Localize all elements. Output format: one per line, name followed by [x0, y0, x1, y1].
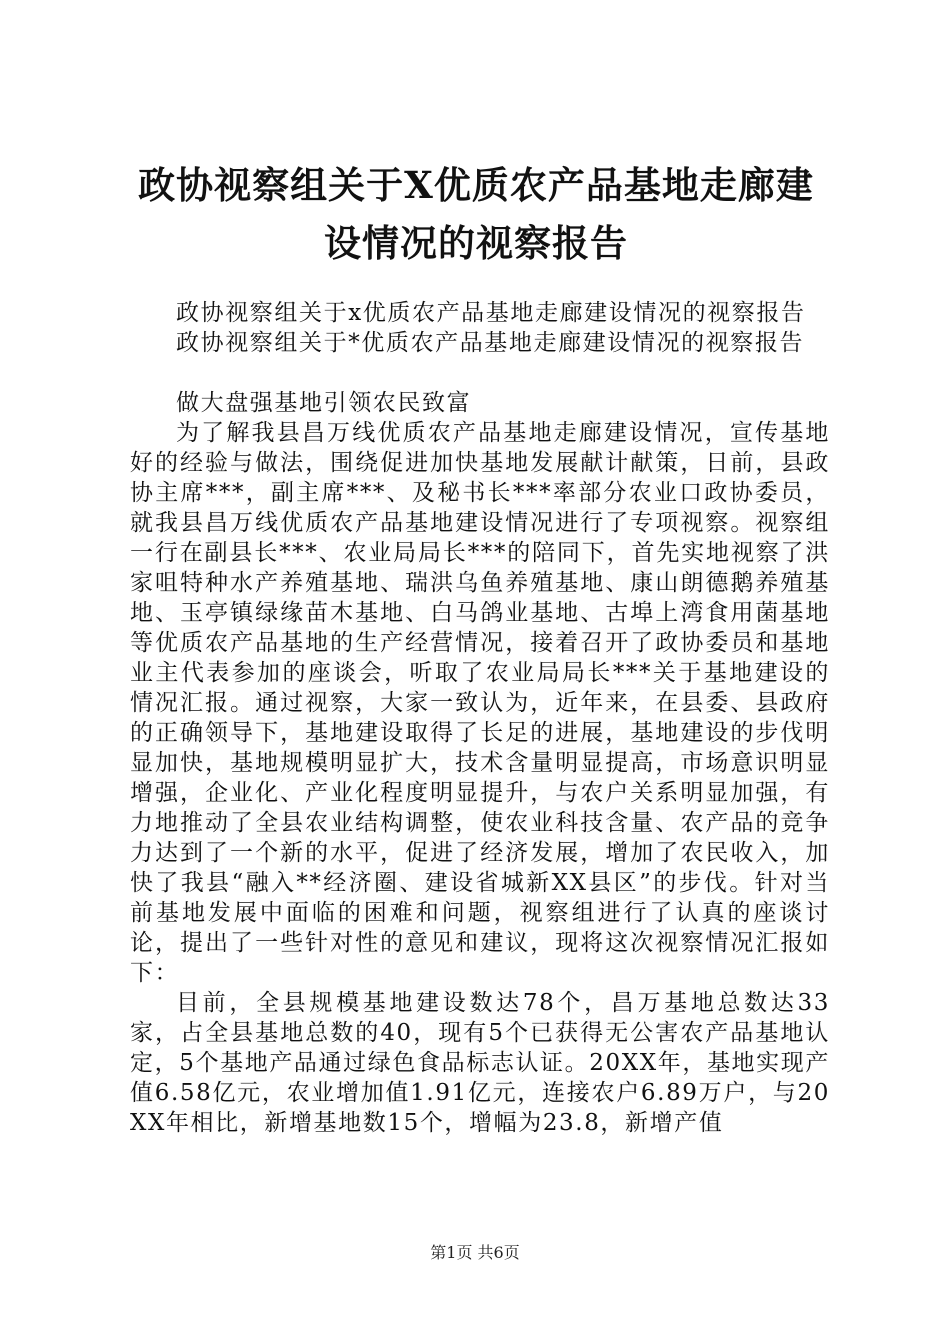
body-paragraph-repeat-title-2: 政协视察组关于*优质农产品基地走廊建设情况的视察报告 [176, 330, 805, 356]
document-title: 政协视察组关于X优质农产品基地走廊建设情况的视察报告 [138, 163, 814, 265]
page-number-footer: 第1页 共6页 [430, 1243, 520, 1262]
body-paragraph-repeat-title-1: 政协视察组关于x优质农产品基地走廊建设情况的视察报告 [176, 300, 806, 326]
document-body [130, 298, 830, 1138]
section-heading: 做大盘强基地引领农民致富 [176, 390, 472, 416]
body-paragraph-statistics: 目前，全县规模基地建设数达78个，昌万基地总数达33家，占全县基地总数的40，现有5个已获得无公害农产品基地认定，5个基地产品通过绿色食品标志认证。20XX年，基地实现产值6.58亿元，农业增加值1.91亿元，连接农户6.89万户，与20XX年相比，新增基地数15个，增幅为23.8，新增产值 [130, 990, 830, 1136]
body-paragraph-intro: 为了解我县昌万线优质农产品基地走廊建设情况，宣传基地好的经验与做法，围绕促进加快基地发展献计献策，日前，县政协主席***，副主席***、及秘书长***率部分农业口政协委员，就我县昌万线优质农产品基地建设情况进行了专项视察。视察组一行在副县长***、农业局局长***的陪同下，首先实地视察了洪家咀特种水产养殖基地、瑞洪乌鱼养殖基地、康山朗德鹅养殖基地、玉亭镇绿缘苗木基地、白马鸽业基地、古埠上湾食用菌基地等优质农产品基地的生产经营情况，接着召开了政协委员和基地业主代表参加的座谈会，听取了农业局局长***关于基地建设的情况汇报。通过视察，大家一致认为，近年来，在县委、县政府的正确领导下，基地建设取得了长足的进展，基地建设的步伐明显加快，基地规模明显扩大，技术含量明显提高，市场意识明显增强，企业化、产业化程度明显提升，与农户关系明显加强，有力地推动了全县农业结构调整，使农业科技含量、农产品的竞争力达到了一个新的水平，促进了经济发展，增加了农民收入，加快了我县“融入**经济圈、建设省城新XX县区”的步伐。针对当前基地发展中面临的困难和问题，视察组进行了认真的座谈讨论，提出了一些针对性的意见和建议，现将这次视察情况汇报如下： [130, 420, 830, 986]
